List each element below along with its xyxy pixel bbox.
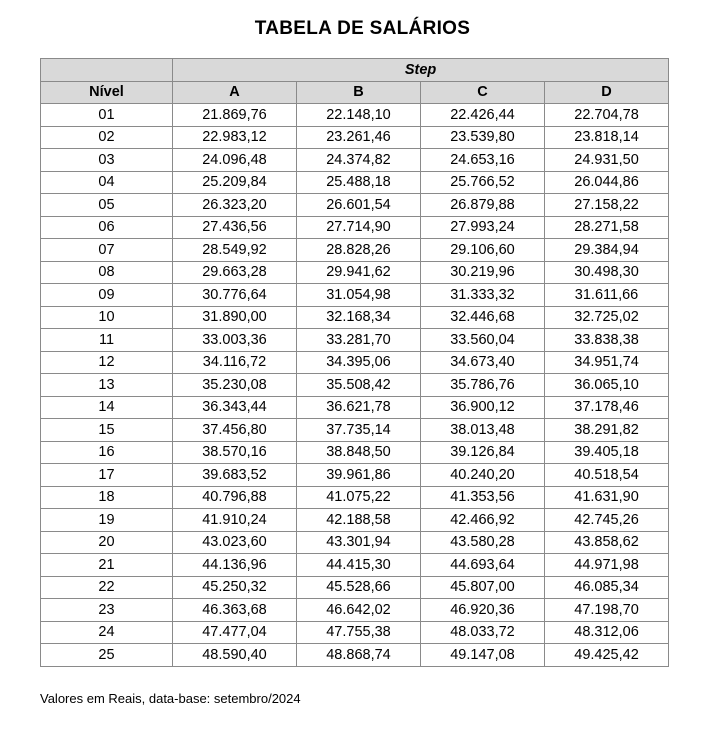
cell-d: 44.971,98	[545, 554, 669, 577]
cell-b: 25.488,18	[297, 171, 421, 194]
cell-d: 23.818,14	[545, 126, 669, 149]
cell-a: 28.549,92	[173, 239, 297, 262]
salary-table-container	[40, 58, 668, 667]
column-header-d: D	[545, 81, 669, 104]
cell-a: 44.136,96	[173, 554, 297, 577]
cell-b: 34.395,06	[297, 351, 421, 374]
cell-b: 48.868,74	[297, 644, 421, 667]
cell-d: 34.951,74	[545, 351, 669, 374]
cell-c: 22.426,44	[421, 104, 545, 127]
cell-a: 45.250,32	[173, 576, 297, 599]
cell-a: 25.209,84	[173, 171, 297, 194]
cell-nivel: 24	[41, 621, 173, 644]
cell-nivel: 20	[41, 531, 173, 554]
cell-c: 41.353,56	[421, 486, 545, 509]
cell-b: 32.168,34	[297, 306, 421, 329]
cell-b: 43.301,94	[297, 531, 421, 554]
cell-c: 30.219,96	[421, 261, 545, 284]
cell-c: 39.126,84	[421, 441, 545, 464]
cell-a: 39.683,52	[173, 464, 297, 487]
cell-c: 46.920,36	[421, 599, 545, 622]
cell-nivel: 08	[41, 261, 173, 284]
cell-c: 24.653,16	[421, 149, 545, 172]
cell-a: 29.663,28	[173, 261, 297, 284]
cell-a: 40.796,88	[173, 486, 297, 509]
table-row	[41, 531, 669, 554]
cell-b: 46.642,02	[297, 599, 421, 622]
cell-b: 41.075,22	[297, 486, 421, 509]
cell-d: 39.405,18	[545, 441, 669, 464]
cell-d: 48.312,06	[545, 621, 669, 644]
cell-d: 36.065,10	[545, 374, 669, 397]
cell-c: 29.106,60	[421, 239, 545, 262]
cell-c: 48.033,72	[421, 621, 545, 644]
table-column-header-row	[41, 81, 669, 104]
table-row	[41, 149, 669, 172]
cell-c: 32.446,68	[421, 306, 545, 329]
cell-nivel: 14	[41, 396, 173, 419]
cell-nivel: 15	[41, 419, 173, 442]
cell-c: 45.807,00	[421, 576, 545, 599]
cell-c: 35.786,76	[421, 374, 545, 397]
cell-c: 40.240,20	[421, 464, 545, 487]
page-title: TABELA DE SALÁRIOS	[254, 18, 471, 39]
cell-d: 33.838,38	[545, 329, 669, 352]
cell-nivel: 10	[41, 306, 173, 329]
cell-c: 31.333,32	[421, 284, 545, 307]
cell-b: 45.528,66	[297, 576, 421, 599]
cell-d: 32.725,02	[545, 306, 669, 329]
cell-d: 40.518,54	[545, 464, 669, 487]
cell-d: 22.704,78	[545, 104, 669, 127]
cell-b: 33.281,70	[297, 329, 421, 352]
cell-nivel: 09	[41, 284, 173, 307]
cell-c: 43.580,28	[421, 531, 545, 554]
cell-d: 46.085,34	[545, 576, 669, 599]
table-body	[41, 104, 669, 667]
cell-nivel: 12	[41, 351, 173, 374]
cell-b: 42.188,58	[297, 509, 421, 532]
cell-b: 38.848,50	[297, 441, 421, 464]
cell-nivel: 01	[41, 104, 173, 127]
cell-nivel: 18	[41, 486, 173, 509]
cell-d: 28.271,58	[545, 216, 669, 239]
cell-b: 37.735,14	[297, 419, 421, 442]
table-row	[41, 306, 669, 329]
cell-d: 38.291,82	[545, 419, 669, 442]
cell-b: 47.755,38	[297, 621, 421, 644]
cell-b: 27.714,90	[297, 216, 421, 239]
cell-nivel: 19	[41, 509, 173, 532]
cell-b: 26.601,54	[297, 194, 421, 217]
table-row	[41, 194, 669, 217]
cell-d: 42.745,26	[545, 509, 669, 532]
cell-a: 41.910,24	[173, 509, 297, 532]
table-footnote: Valores em Reais, data-base: setembro/2024	[40, 691, 301, 706]
cell-a: 22.983,12	[173, 126, 297, 149]
cell-nivel: 06	[41, 216, 173, 239]
cell-nivel: 21	[41, 554, 173, 577]
cell-b: 23.261,46	[297, 126, 421, 149]
cell-b: 24.374,82	[297, 149, 421, 172]
cell-c: 33.560,04	[421, 329, 545, 352]
cell-b: 35.508,42	[297, 374, 421, 397]
cell-a: 35.230,08	[173, 374, 297, 397]
cell-d: 47.198,70	[545, 599, 669, 622]
table-row	[41, 599, 669, 622]
cell-a: 31.890,00	[173, 306, 297, 329]
cell-a: 38.570,16	[173, 441, 297, 464]
table-row	[41, 644, 669, 667]
cell-c: 38.013,48	[421, 419, 545, 442]
cell-a: 36.343,44	[173, 396, 297, 419]
cell-d: 29.384,94	[545, 239, 669, 262]
cell-c: 36.900,12	[421, 396, 545, 419]
cell-a: 43.023,60	[173, 531, 297, 554]
salary-table	[40, 58, 669, 667]
cell-b: 36.621,78	[297, 396, 421, 419]
cell-a: 27.436,56	[173, 216, 297, 239]
cell-d: 43.858,62	[545, 531, 669, 554]
cell-d: 30.498,30	[545, 261, 669, 284]
table-row	[41, 329, 669, 352]
cell-nivel: 25	[41, 644, 173, 667]
table-row	[41, 126, 669, 149]
table-row	[41, 419, 669, 442]
cell-d: 41.631,90	[545, 486, 669, 509]
cell-nivel: 04	[41, 171, 173, 194]
table-row	[41, 171, 669, 194]
table-row	[41, 486, 669, 509]
table-row	[41, 576, 669, 599]
cell-a: 34.116,72	[173, 351, 297, 374]
column-header-c: C	[421, 81, 545, 104]
cell-b: 44.415,30	[297, 554, 421, 577]
table-row	[41, 104, 669, 127]
table-row	[41, 216, 669, 239]
cell-d: 31.611,66	[545, 284, 669, 307]
cell-a: 37.456,80	[173, 419, 297, 442]
cell-d: 24.931,50	[545, 149, 669, 172]
column-header-a: A	[173, 81, 297, 104]
cell-c: 27.993,24	[421, 216, 545, 239]
cell-nivel: 17	[41, 464, 173, 487]
cell-c: 26.879,88	[421, 194, 545, 217]
cell-a: 46.363,68	[173, 599, 297, 622]
column-header-blank	[41, 59, 173, 82]
cell-b: 28.828,26	[297, 239, 421, 262]
cell-c: 42.466,92	[421, 509, 545, 532]
cell-a: 47.477,04	[173, 621, 297, 644]
table-row	[41, 509, 669, 532]
cell-nivel: 03	[41, 149, 173, 172]
cell-a: 26.323,20	[173, 194, 297, 217]
cell-a: 33.003,36	[173, 329, 297, 352]
cell-nivel: 16	[41, 441, 173, 464]
cell-b: 22.148,10	[297, 104, 421, 127]
cell-nivel: 05	[41, 194, 173, 217]
table-group-header-row	[41, 59, 669, 82]
cell-c: 44.693,64	[421, 554, 545, 577]
table-row	[41, 374, 669, 397]
table-row	[41, 621, 669, 644]
table-row	[41, 396, 669, 419]
cell-a: 48.590,40	[173, 644, 297, 667]
table-row	[41, 261, 669, 284]
cell-b: 39.961,86	[297, 464, 421, 487]
cell-d: 26.044,86	[545, 171, 669, 194]
cell-b: 29.941,62	[297, 261, 421, 284]
table-row	[41, 239, 669, 262]
table-header	[41, 59, 669, 104]
cell-nivel: 23	[41, 599, 173, 622]
cell-d: 49.425,42	[545, 644, 669, 667]
column-header-b: B	[297, 81, 421, 104]
cell-d: 27.158,22	[545, 194, 669, 217]
cell-d: 37.178,46	[545, 396, 669, 419]
cell-c: 49.147,08	[421, 644, 545, 667]
cell-nivel: 07	[41, 239, 173, 262]
cell-a: 24.096,48	[173, 149, 297, 172]
cell-nivel: 11	[41, 329, 173, 352]
cell-nivel: 13	[41, 374, 173, 397]
column-header-nivel: Nível	[41, 81, 173, 104]
cell-a: 30.776,64	[173, 284, 297, 307]
table-row	[41, 441, 669, 464]
cell-c: 34.673,40	[421, 351, 545, 374]
cell-nivel: 22	[41, 576, 173, 599]
table-row	[41, 351, 669, 374]
cell-a: 21.869,76	[173, 104, 297, 127]
cell-c: 23.539,80	[421, 126, 545, 149]
table-row	[41, 554, 669, 577]
column-group-header-step: Step	[173, 59, 669, 82]
cell-nivel: 02	[41, 126, 173, 149]
cell-c: 25.766,52	[421, 171, 545, 194]
table-row	[41, 464, 669, 487]
table-row	[41, 284, 669, 307]
cell-b: 31.054,98	[297, 284, 421, 307]
